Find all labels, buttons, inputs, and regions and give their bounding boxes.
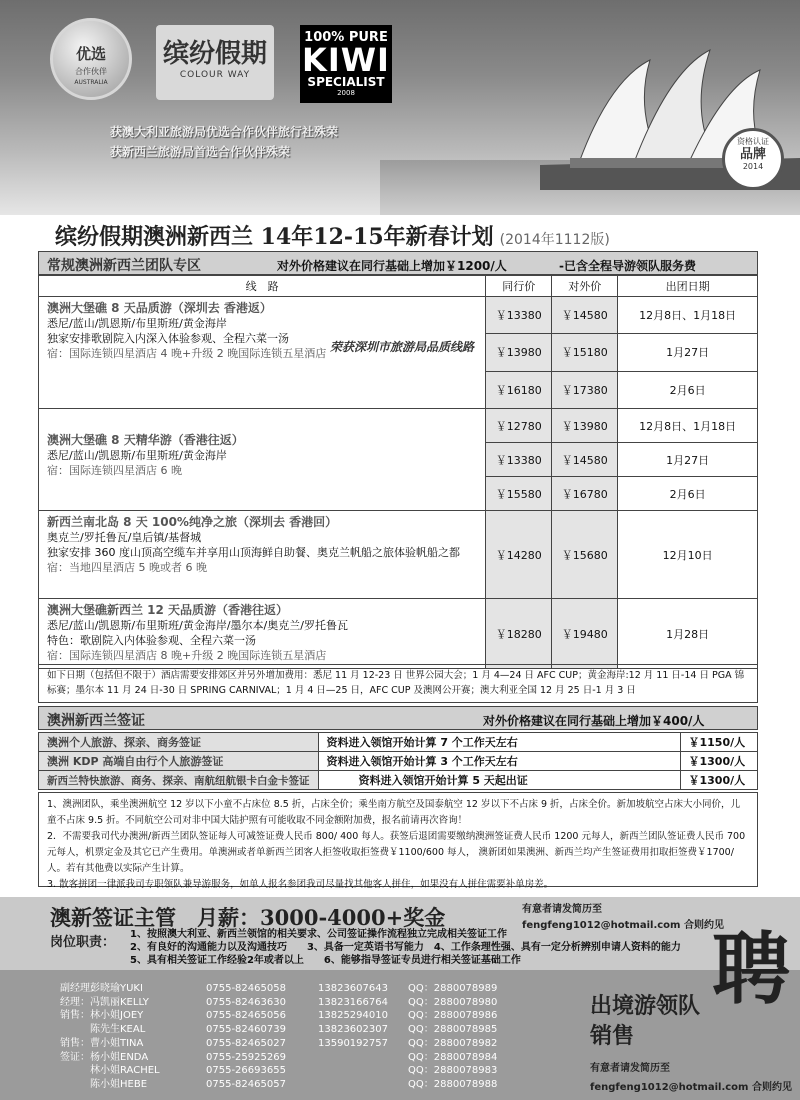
kiwi-specialist-logo xyxy=(300,25,392,103)
contact-name: 彭晓瑜YUKI xyxy=(90,983,143,994)
route-column-header: 线 路 xyxy=(39,276,486,297)
contact-qq: QQ：2880078989 xyxy=(408,983,498,994)
contact-phone: 0755-82465058 xyxy=(206,983,286,994)
visa-section-bar xyxy=(38,706,758,730)
contact-qq: QQ：2880078982 xyxy=(408,1037,498,1049)
contact-name: 冯凯丽KELLY xyxy=(90,996,149,1008)
departure-date: 2月6日 xyxy=(618,371,758,408)
contact-row xyxy=(60,996,497,1010)
tour-name: 澳洲大堡礁 8 天精华游（香港往返） xyxy=(47,433,244,447)
duty-item: 1、按照澳大利亚、新西兰领馆的相关要求、公司签证操作流程独立完成相关签证工作 xyxy=(130,929,507,940)
tour-line: 悉尼/蓝山/凯恩斯/布里斯班/黄金海岸/墨尔本/奥克兰/罗托鲁瓦 xyxy=(47,619,348,632)
contact-row xyxy=(60,1009,497,1023)
honor-line: 获澳大利亚旅游局优选合作伙伴旅行社殊荣 xyxy=(110,125,339,139)
tour-name: 澳洲大堡礁新西兰 12 天品质游（香港往返） xyxy=(47,603,289,617)
kiwi-logo-line3: SPECIALIST xyxy=(307,75,385,89)
contact-role: 销售： xyxy=(60,1010,90,1022)
visa-type: 新西兰特快旅游、商务、探亲、南航纽航银卡白金卡签证 xyxy=(39,771,319,790)
departure-date: 1月27日 xyxy=(618,334,758,371)
contact-qq: QQ：2880078980 xyxy=(408,996,498,1008)
duties-label: 岗位职责： xyxy=(50,935,116,950)
tour-hotel: 宿：当地四星酒店 5 晚或者 6 晚 xyxy=(47,561,207,574)
tour-line: 奥克兰/罗托鲁瓦/皇后镇/基督城 xyxy=(47,531,202,544)
contact-phone: 0755-82463630 xyxy=(206,996,286,1008)
tour-line: 特色：歌剧院入内体验参观、全程六菜一汤 xyxy=(47,634,256,647)
date-column-header: 出团日期 xyxy=(618,276,758,297)
contact-row xyxy=(60,1037,497,1051)
retail-price: ￥15680 xyxy=(552,511,618,599)
contact-name: 陈先生KEAL xyxy=(90,1024,146,1036)
visa-type: 澳洲个人旅游、探亲、商务签证 xyxy=(39,733,319,752)
tour-line: 悉尼/蓝山/凯恩斯/布里斯班/黄金海岸 xyxy=(47,317,227,330)
tour-leader-job-line1: 出境游领队 xyxy=(590,994,701,1019)
contact-mobile: 13823166764 xyxy=(318,996,388,1008)
job-title: 澳新签证主管 月薪：3000-4000+奖金 xyxy=(50,905,446,930)
contact-mobile: 13823602307 xyxy=(318,1024,388,1036)
table-row xyxy=(39,771,758,790)
partner-logo-country: AUSTRALIA xyxy=(74,79,108,86)
brand-seal xyxy=(722,128,784,190)
contact-mobile: 13823607643 xyxy=(318,983,388,994)
retail-price: ￥19480 xyxy=(552,599,618,669)
peer-price: ￥13980 xyxy=(486,334,552,371)
holiday-surcharge-note: 如下日期（包括但不限于）酒店需要安排郊区并另外增加费用：悉尼 11 月 12-23 日 世界公园大会；1 月 4—24 日 AFC CUP；黄金海岸:12 月 11 日-14 日 PGA 锦标赛；墨尔本 11 月 24 日-30 日 SPRING CARNIVAL；1 月 4 日—25 日，AFC CUP 及澳网公开赛；澳大利亚全国 12 月 25 日-1 月 3 日 xyxy=(38,664,758,703)
contact-phone: 0755-82465057 xyxy=(206,1078,286,1090)
contact-row xyxy=(60,1051,497,1065)
contact-phone: 0755-26693655 xyxy=(206,1065,286,1077)
peer-price: ￥18280 xyxy=(486,599,552,669)
honors-text xyxy=(110,122,338,162)
departure-date: 12月10日 xyxy=(618,511,758,599)
peer-price: ￥14280 xyxy=(486,511,552,599)
colour-way-logo xyxy=(156,25,274,100)
contact-row xyxy=(60,1078,497,1092)
contact-mobile xyxy=(318,1078,408,1092)
peer-price: ￥12780 xyxy=(486,409,552,443)
recruitment-section xyxy=(0,897,800,1100)
visa-price: ￥1300/人 xyxy=(680,771,758,790)
honor-line: 获新西兰旅游局首选合作伙伴殊荣 xyxy=(110,145,291,159)
tour-route-cell xyxy=(39,409,486,511)
kiwi-logo-line2: KIWI xyxy=(302,41,390,79)
table-row xyxy=(39,511,758,599)
table-row xyxy=(39,733,758,752)
recruitment-header xyxy=(0,897,800,970)
contact-row xyxy=(60,1064,497,1078)
seal-top-text: 资格认证 xyxy=(737,137,769,146)
table-row xyxy=(39,599,758,669)
contact-role: 销售： xyxy=(60,1037,90,1049)
tour-line: 独家安排歌剧院入内深入体验参观、全程六菜一汤 xyxy=(47,332,289,345)
retail-price: ￥17380 xyxy=(552,371,618,408)
departure-date: 2月6日 xyxy=(618,477,758,511)
contact-name: 林小姐JOEY xyxy=(90,1010,144,1022)
duty-item: 2、有良好的沟通能力以及沟通技巧 3、具备一定英语书写能力 4、工作条理性强、具有一定分析辨别申请人资料的能力 xyxy=(130,942,681,953)
retail-price: ￥14580 xyxy=(552,443,618,477)
contact-name: 曹小姐TINA xyxy=(90,1037,144,1049)
table-row xyxy=(39,297,758,334)
contact-role xyxy=(60,1064,90,1078)
visa-price: ￥1300/人 xyxy=(680,752,758,771)
contact-qq: QQ：2880078983 xyxy=(408,1065,498,1077)
contact-qq: QQ：2880078988 xyxy=(408,1078,498,1090)
peer-price: ￥13380 xyxy=(486,443,552,477)
tour-hotel: 宿：国际连锁四星酒店 4 晚+升级 2 晚国际连锁五星酒店 xyxy=(47,347,327,360)
visa-section-title: 澳洲新西兰签证 xyxy=(47,713,145,729)
apply-instruction-2: 有意者请发简历至 xyxy=(590,1063,670,1074)
table-row xyxy=(39,752,758,771)
departure-date: 1月28日 xyxy=(618,599,758,669)
seal-year: 2014 xyxy=(742,162,764,172)
contact-role xyxy=(60,1078,90,1092)
contact-phone: 0755-82465027 xyxy=(206,1037,286,1049)
partner-logo xyxy=(50,18,132,100)
visa-price-note: 对外价格建议在同行基础上增加￥400/人 xyxy=(483,714,705,728)
retail-price: ￥15180 xyxy=(552,334,618,371)
duty-item: 5、具有相关签证工作经验2年或者以上 6、能够指导签证专员进行相关签证基础工作 xyxy=(130,955,521,966)
peer-price-column-header: 同行价 xyxy=(486,276,552,297)
contact-name: 陈小姐HEBE xyxy=(90,1078,148,1090)
kiwi-logo-year: 2008 xyxy=(337,89,355,97)
contact-qq: QQ：2880078986 xyxy=(408,1010,498,1022)
tour-line: 独家安排 360 度山顶高空缆车并享用山顶海鲜自助餐、奥克兰帆船之旅体验帆船之都 xyxy=(47,546,460,559)
tour-line: 悉尼/蓝山/凯恩斯/布里斯班/黄金海岸 xyxy=(47,449,227,462)
contact-role: 副经理： xyxy=(60,983,100,994)
contact-row xyxy=(60,1023,497,1037)
group-fee-note: -已含全程导游领队服务费 xyxy=(559,259,696,273)
tours-table xyxy=(38,275,758,669)
retail-price: ￥13980 xyxy=(552,409,618,443)
contact-row xyxy=(60,982,497,996)
tour-leader-job xyxy=(590,992,700,1052)
apply-instruction: 有意者请发简历至 xyxy=(522,904,602,915)
retail-price: ￥16780 xyxy=(552,477,618,511)
group-section-title: 常规澳洲新西兰团队专区 xyxy=(47,258,201,274)
contact-role: 签证： xyxy=(60,1051,90,1063)
contact-mobile xyxy=(318,1064,408,1078)
tour-name: 新西兰南北岛 8 天 100%纯净之旅（深圳去 香港回） xyxy=(47,515,338,529)
colour-way-logo-subtext: COLOUR WAY xyxy=(179,70,251,80)
apply-email-2: fengfeng1012@hotmail.com 合则约见 xyxy=(590,1082,792,1093)
page-title-edition: (2014年1112版) xyxy=(499,232,610,248)
header-banner xyxy=(0,0,800,215)
contact-phone: 0755-82460739 xyxy=(206,1024,286,1036)
quality-award-stamp: 荣获深圳市旅游局品质线路 xyxy=(330,340,475,354)
visa-processing-time: 资料进入领馆开始计算 7 个工作天左右 xyxy=(318,733,680,752)
contact-phone: 0755-25925269 xyxy=(206,1051,286,1063)
apply-email: fengfeng1012@hotmail.com 合则约见 xyxy=(522,920,724,931)
duties-list xyxy=(130,928,681,967)
tours-header-row xyxy=(39,276,758,297)
departure-date: 12月8日、1月18日 xyxy=(618,297,758,334)
retail-price: ￥14580 xyxy=(552,297,618,334)
visa-table xyxy=(38,732,758,790)
seal-main-text: 品牌 xyxy=(739,146,766,162)
contact-qq: QQ：2880078985 xyxy=(408,1024,498,1036)
footnote: 1、澳洲团队，乘坐澳洲航空 12 岁以下小童不占床位 8.5 折，占床全价；乘坐南方航空及国泰航空 12 岁以下不占床 9 折，占床全价。新加坡航空占床大小同价，儿童不占床 9.5 折。不同航空公司对非中国大陆护照有可能收取不同金额附加费，报名前请再次咨询！ xyxy=(47,799,741,826)
partner-logo-text: 优选 xyxy=(75,45,106,63)
table-row xyxy=(39,409,758,443)
colour-way-logo-text: 缤纷假期 xyxy=(162,39,267,69)
contacts-list xyxy=(60,982,497,1092)
contact-qq: QQ：2880078984 xyxy=(408,1051,498,1063)
partner-logo-subtext: 合作伙伴 xyxy=(75,67,107,76)
retail-price-column-header: 对外价 xyxy=(552,276,618,297)
contact-phone: 0755-82465056 xyxy=(206,1010,286,1022)
group-section-bar xyxy=(38,251,758,275)
tour-hotel: 宿：国际连锁四星酒店 8 晚+升级 2 晚国际连锁五星酒店 xyxy=(47,649,327,662)
contact-mobile: 13825294010 xyxy=(318,1010,388,1022)
footnote: 2．不需要我司代办澳洲/新西兰团队签证每人可减签证费人民币 800/ 400 每人。获签后退团需要缴纳澳洲签证费人民币 1200 元每人，新西兰团队签证费人民币 700 元每人，机票定金及其它已产生费用。单澳洲或者单新西兰团客人拒签收取拒签费￥1100/600 每人， 澳新团如果澳洲、新西兰均产生签证费用扣取拒签费￥1700/人。若有其他费以实际产生计算。 xyxy=(47,831,746,874)
hiring-character: 聘 xyxy=(712,924,791,1015)
departure-date: 12月8日、1月18日 xyxy=(618,409,758,443)
contact-mobile: 13590192757 xyxy=(318,1037,388,1049)
visa-processing-time: 资料进入领馆开始计算 3 个工作天左右 xyxy=(318,752,680,771)
peer-price: ￥13380 xyxy=(486,297,552,334)
contact-role xyxy=(60,1023,90,1037)
page-title-text: 缤纷假期澳洲新西兰 14年12-15年新春计划 xyxy=(55,224,494,250)
terms-footnotes xyxy=(38,792,758,890)
peer-price: ￥15580 xyxy=(486,477,552,511)
contact-mobile xyxy=(318,1051,408,1065)
tour-hotel: 宿：国际连锁四星酒店 6 晚 xyxy=(47,464,182,477)
visa-price: ￥1150/人 xyxy=(680,733,758,752)
tour-leader-job-line2: 销售 xyxy=(590,1024,635,1049)
kiwi-logo-line1: 100% PURE xyxy=(304,30,388,45)
tour-route-cell xyxy=(39,599,486,669)
page-title xyxy=(55,220,775,251)
contact-name: 林小姐RACHEL xyxy=(90,1065,160,1077)
contact-role: 经理： xyxy=(60,996,90,1008)
contact-name: 杨小姐ENDA xyxy=(90,1051,149,1063)
visa-type: 澳洲 KDP 高端自由行个人旅游签证 xyxy=(39,752,319,771)
departure-date: 1月27日 xyxy=(618,443,758,477)
peer-price: ￥16180 xyxy=(486,371,552,408)
group-price-note: 对外价格建议在同行基础上增加￥1200/人 xyxy=(277,259,507,273)
visa-processing-time: 资料进入领馆开始计算 5 天起出证 xyxy=(318,771,680,790)
footnote: 3. 散客拼团一律派我司专职领队兼导游服务，如单人报名参团我司尽量找其他客人拼住，如果没有人拼住需要补单房差。 xyxy=(47,879,554,890)
tour-name: 澳洲大堡礁 8 天品质游（深圳去 香港返） xyxy=(47,301,272,315)
tour-route-cell xyxy=(39,511,486,599)
